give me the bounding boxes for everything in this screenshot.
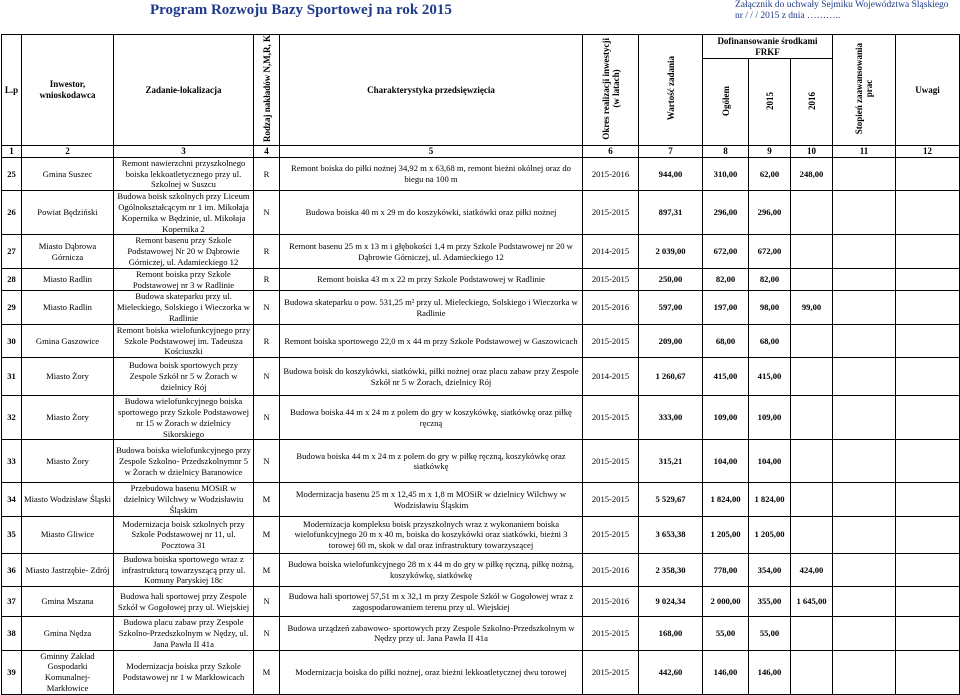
table-row — [2, 396, 960, 440]
row-notes — [896, 650, 960, 694]
row-description: Modernizacja boiska do piłki nożnej, oraz bieżni lekkoatletycznej dwu torowej — [280, 650, 583, 694]
row-value: 9 024,34 — [639, 587, 703, 617]
row-lp: 31 — [2, 358, 22, 396]
row-investor: Gmina Gaszowice — [22, 324, 114, 357]
row-frkf-total: 146,00 — [703, 650, 749, 694]
row-description: Modernizacja kompleksu boisk przyszkolnych wraz z wykonaniem boiska wielofunkcyjnego 20 m x 40 m, boiska do koszykówki oraz siatkówki, bieżni 3 torowej 60 m, skok w dal oraz infrastruktury towarzyszącej — [280, 516, 583, 553]
col-task-header: Zadanie-lokalizacja — [114, 35, 254, 146]
col-characteristics-header: Charakterystyka przedsięwzięcia — [280, 35, 583, 146]
row-frkf-total: 296,00 — [703, 191, 749, 235]
row-value: 3 653,38 — [639, 516, 703, 553]
row-frkf-2016 — [791, 516, 833, 553]
row-investor: Powiat Będziński — [22, 191, 114, 235]
row-frkf-2015: 1 824,00 — [749, 483, 791, 516]
row-frkf-2016: 248,00 — [791, 157, 833, 190]
table-row — [2, 440, 960, 483]
row-progress — [833, 235, 896, 268]
column-number: 7 — [639, 145, 703, 157]
row-investor: Gminny Zakład Gospodarki Komunalnej- Markłowice — [22, 650, 114, 694]
row-notes — [896, 191, 960, 235]
row-lp: 28 — [2, 268, 22, 291]
row-period: 2015-2015 — [583, 191, 639, 235]
row-progress — [833, 191, 896, 235]
row-frkf-total: 82,00 — [703, 268, 749, 291]
row-frkf-2016 — [791, 324, 833, 357]
row-notes — [896, 235, 960, 268]
row-value: 1 260,67 — [639, 358, 703, 396]
row-type: R — [254, 235, 280, 268]
col-total-header: Ogółem — [703, 59, 749, 145]
row-notes — [896, 617, 960, 650]
row-notes — [896, 587, 960, 617]
row-lp: 38 — [2, 617, 22, 650]
row-frkf-2016: 1 645,00 — [791, 587, 833, 617]
row-notes — [896, 516, 960, 553]
annex-line-2: nr / / / 2015 z dnia ……….. — [735, 11, 841, 21]
row-value: 209,00 — [639, 324, 703, 357]
column-number: 6 — [583, 145, 639, 157]
row-progress — [833, 516, 896, 553]
row-value: 442,60 — [639, 650, 703, 694]
row-frkf-2016: 424,00 — [791, 553, 833, 586]
row-investor: Gmina Nędza — [22, 617, 114, 650]
row-type: N — [254, 191, 280, 235]
row-value: 2 039,00 — [639, 235, 703, 268]
row-frkf-2016 — [791, 483, 833, 516]
row-type: M — [254, 516, 280, 553]
row-frkf-total: 197,00 — [703, 291, 749, 324]
row-lp: 32 — [2, 396, 22, 440]
row-frkf-total: 104,00 — [703, 440, 749, 483]
row-lp: 29 — [2, 291, 22, 324]
row-task: Modernizacja boiska przy Szkole Podstawowej nr 1 w Markłowicach — [114, 650, 254, 694]
row-frkf-2015: 82,00 — [749, 268, 791, 291]
row-investor: Miasto Dąbrowa Górnicza — [22, 235, 114, 268]
row-frkf-2016: 99,00 — [791, 291, 833, 324]
row-investor: Miasto Wodzisław Śląski — [22, 483, 114, 516]
table-row — [2, 291, 960, 324]
row-task: Przebudowa basenu MOSiR w dzielnicy Wilchwy w Wodzisławiu Śląskim — [114, 483, 254, 516]
row-notes — [896, 440, 960, 483]
row-value: 168,00 — [639, 617, 703, 650]
row-progress — [833, 291, 896, 324]
row-period: 2015-2016 — [583, 157, 639, 190]
row-notes — [896, 268, 960, 291]
col-type-header: Rodzaj nakładów N,M,R, K — [254, 35, 280, 146]
row-task: Remont nawierzchni przyszkolnego boiska lekkoatletycznego przy ul. Szkolnej w Suszcu — [114, 157, 254, 190]
row-notes — [896, 324, 960, 357]
row-frkf-2015: 672,00 — [749, 235, 791, 268]
column-number: 8 — [703, 145, 749, 157]
table-row — [2, 617, 960, 650]
row-lp: 39 — [2, 650, 22, 694]
row-investor: Miasto Żory — [22, 358, 114, 396]
row-period: 2015-2015 — [583, 483, 639, 516]
row-description: Budowa boiska 40 m x 29 m do koszykówki, siatkówki oraz piłki nożnej — [280, 191, 583, 235]
row-type: N — [254, 358, 280, 396]
row-frkf-2015: 109,00 — [749, 396, 791, 440]
row-frkf-2015: 55,00 — [749, 617, 791, 650]
row-period: 2015-2015 — [583, 516, 639, 553]
row-value: 897,31 — [639, 191, 703, 235]
row-type: M — [254, 650, 280, 694]
table-row — [2, 191, 960, 235]
row-type: M — [254, 483, 280, 516]
row-description: Remont basenu 25 m x 13 m i głębokości 1,4 m przy Szkole Podstawowej nr 20 w Dąbrowie Górniczej, ul. Adamieckiego 12 — [280, 235, 583, 268]
table-row — [2, 553, 960, 586]
row-description: Budowa skateparku o pow. 531,25 m² przy ul. Mieleckiego, Solskiego i Wieczorka w Radlinie — [280, 291, 583, 324]
row-value: 315,21 — [639, 440, 703, 483]
row-task: Budowa skateparku przy ul. Mieleckiego, Solskiego i Wieczorka w Radlinie — [114, 291, 254, 324]
row-frkf-total: 68,00 — [703, 324, 749, 357]
row-description: Remont boiska sportowego 22,0 m x 44 m przy Szkole Podstawowej w Gaszowicach — [280, 324, 583, 357]
row-frkf-total: 778,00 — [703, 553, 749, 586]
page-title: Program Rozwoju Bazy Sportowej na rok 2015 — [150, 2, 452, 18]
column-number: 12 — [896, 145, 960, 157]
table-row — [2, 587, 960, 617]
row-lp: 36 — [2, 553, 22, 586]
row-frkf-total: 415,00 — [703, 358, 749, 396]
row-period: 2014-2015 — [583, 358, 639, 396]
row-task: Budowa hali sportowej przy Zespole Szkół w Gogołowej przy ul. Wiejskiej — [114, 587, 254, 617]
column-number: 10 — [791, 145, 833, 157]
row-period: 2015-2015 — [583, 396, 639, 440]
row-investor: Gmina Suszec — [22, 157, 114, 190]
row-task: Remont basenu przy Szkole Podstawowej Nr 20 w Dąbrowie Górniczej, ul. Adamieckiego 12 — [114, 235, 254, 268]
row-value: 5 529,67 — [639, 483, 703, 516]
annex-line-1: Załącznik do uchwały Sejmiku Województwa Śląskiego — [735, 0, 949, 10]
row-period: 2015-2016 — [583, 291, 639, 324]
row-frkf-2016 — [791, 235, 833, 268]
row-task: Budowa boisk sportowych przy Zespole Szkół nr 5 w Żorach w dzielnicy Rój — [114, 358, 254, 396]
row-progress — [833, 358, 896, 396]
row-investor: Gmina Mszana — [22, 587, 114, 617]
row-frkf-2016 — [791, 268, 833, 291]
row-description: Modernizacja basenu 25 m x 12,45 m x 1,8 m MOSiR w dzielnicy Wilchwy w Wodzisławiu Śląskim — [280, 483, 583, 516]
annex-note — [735, 0, 960, 22]
column-number: 1 — [2, 145, 22, 157]
row-value: 250,00 — [639, 268, 703, 291]
row-type: N — [254, 291, 280, 324]
row-type: R — [254, 324, 280, 357]
row-frkf-total: 310,00 — [703, 157, 749, 190]
column-number: 9 — [749, 145, 791, 157]
row-progress — [833, 587, 896, 617]
row-description: Remont boiska do piłki nożnej 34,92 m x 63,68 m, remont bieżni okólnej oraz do biegu na 100 m — [280, 157, 583, 190]
row-type: N — [254, 587, 280, 617]
row-frkf-2015: 62,00 — [749, 157, 791, 190]
row-description: Budowa boiska 44 m x 24 m z polem do gry w piłkę ręczną, koszykówkę oraz siatkówkę — [280, 440, 583, 483]
row-description: Remont boiska 43 m x 22 m przy Szkole Podstawowej w Radlinie — [280, 268, 583, 291]
row-investor: Miasto Radlin — [22, 291, 114, 324]
row-frkf-total: 1 824,00 — [703, 483, 749, 516]
row-investor: Miasto Gliwice — [22, 516, 114, 553]
table-row — [2, 516, 960, 553]
row-frkf-total: 2 000,00 — [703, 587, 749, 617]
row-notes — [896, 553, 960, 586]
row-value: 944,00 — [639, 157, 703, 190]
row-type: R — [254, 157, 280, 190]
row-task: Modernizacja boisk szkolnych przy Szkole Podstawowej nr 11, ul. Pocztowa 31 — [114, 516, 254, 553]
row-period: 2015-2015 — [583, 617, 639, 650]
row-progress — [833, 617, 896, 650]
col-investor-header: Inwestor, wnioskodawca — [22, 35, 114, 146]
row-lp: 25 — [2, 157, 22, 190]
col-frkf-header: Dofinansowanie środkami FRKF — [703, 35, 833, 59]
table-row — [2, 324, 960, 357]
row-type: N — [254, 617, 280, 650]
row-description: Budowa boiska wielofunkcyjnego 28 m x 44 m do gry w piłkę ręczną, piłkę nożną, koszykówkę, siatkówkę — [280, 553, 583, 586]
row-investor: Miasto Jastrzębie- Zdrój — [22, 553, 114, 586]
row-value: 333,00 — [639, 396, 703, 440]
table-row — [2, 268, 960, 291]
row-frkf-2015: 1 205,00 — [749, 516, 791, 553]
row-progress — [833, 440, 896, 483]
program-table — [1, 34, 960, 695]
row-description: Budowa urządzeń zabawowo- sportowych przy Zespole Szkolno-Przedszkolnym w Nędzy przy ul. Jana Pawła II 41a — [280, 617, 583, 650]
row-lp: 37 — [2, 587, 22, 617]
row-description: Budowa boiska 44 m x 24 m z polem do gry w koszykówkę, siatkówkę oraz piłkę ręczną — [280, 396, 583, 440]
row-progress — [833, 483, 896, 516]
column-number: 3 — [114, 145, 254, 157]
table-body — [2, 157, 960, 694]
table-row — [2, 235, 960, 268]
row-frkf-2015: 104,00 — [749, 440, 791, 483]
row-investor: Miasto Żory — [22, 440, 114, 483]
row-frkf-2016 — [791, 191, 833, 235]
table-row — [2, 483, 960, 516]
row-frkf-2016 — [791, 358, 833, 396]
row-task: Budowa boisk szkolnych przy Liceum Ogólnokształcącym nr 1 im. Mikołaja Kopernika w Będzinie, ul. Mikołaja Kopernika 2 — [114, 191, 254, 235]
row-lp: 35 — [2, 516, 22, 553]
row-notes — [896, 291, 960, 324]
row-notes — [896, 358, 960, 396]
row-type: N — [254, 440, 280, 483]
row-frkf-2015: 354,00 — [749, 553, 791, 586]
column-number: 5 — [280, 145, 583, 157]
row-period: 2014-2015 — [583, 235, 639, 268]
col-period-header: Okres realizacji inwestycji (w latach) — [583, 35, 639, 146]
row-progress — [833, 396, 896, 440]
table-row — [2, 157, 960, 190]
row-type: M — [254, 553, 280, 586]
row-frkf-total: 672,00 — [703, 235, 749, 268]
row-progress — [833, 553, 896, 586]
row-frkf-total: 55,00 — [703, 617, 749, 650]
row-value: 597,00 — [639, 291, 703, 324]
row-progress — [833, 157, 896, 190]
row-type: R — [254, 268, 280, 291]
col-lp-header: L.p — [2, 35, 22, 146]
row-task: Budowa wielofunkcyjnego boiska sportowego przy Szkole Podstawowej nr 15 w Żorach w dzielnicy Sikorskiego — [114, 396, 254, 440]
row-frkf-2015: 355,00 — [749, 587, 791, 617]
header-row — [2, 35, 960, 59]
row-task: Remont boiska przy Szkole Podstawowej nr 3 w Radlinie — [114, 268, 254, 291]
row-lp: 33 — [2, 440, 22, 483]
column-numbers-row — [2, 145, 960, 157]
row-type: N — [254, 396, 280, 440]
row-period: 2015-2015 — [583, 650, 639, 694]
row-frkf-2015: 146,00 — [749, 650, 791, 694]
row-lp: 34 — [2, 483, 22, 516]
col-2015-header: 2015 — [749, 59, 791, 145]
row-frkf-2015: 68,00 — [749, 324, 791, 357]
row-frkf-total: 109,00 — [703, 396, 749, 440]
row-frkf-2016 — [791, 396, 833, 440]
row-value: 2 358,30 — [639, 553, 703, 586]
row-task: Budowa boiska wielofunkcyjnego przy Zespole Szkolno- Przedszkolnymnr 5 w Żorach w dzielnicy Baranowice — [114, 440, 254, 483]
row-notes — [896, 483, 960, 516]
row-description: Budowa hali sportowej 57,51 m x 32,1 m przy Zespole Szkół w Gogołowej wraz z zagospodarowaniem terenu przy ul. Wiejskiej — [280, 587, 583, 617]
row-progress — [833, 650, 896, 694]
table-row — [2, 358, 960, 396]
row-task: Budowa boiska sportowego wraz z infrastrukturą towarzyszącą przy ul. Komuny Paryskiej 18c — [114, 553, 254, 586]
column-number: 4 — [254, 145, 280, 157]
row-task: Budowa placu zabaw przy Zespole Szkolno-Przedszkolnym w Nędzy, ul. Jana Pawła II 41a — [114, 617, 254, 650]
row-lp: 30 — [2, 324, 22, 357]
row-period: 2015-2015 — [583, 324, 639, 357]
row-period: 2015-2016 — [583, 587, 639, 617]
col-progress-header: Stopień zaawansowania prac — [833, 35, 896, 146]
row-progress — [833, 324, 896, 357]
row-notes — [896, 396, 960, 440]
row-frkf-2016 — [791, 617, 833, 650]
row-progress — [833, 268, 896, 291]
row-frkf-2016 — [791, 440, 833, 483]
row-investor: Miasto Żory — [22, 396, 114, 440]
col-notes-header: Uwagi — [896, 35, 960, 146]
row-lp: 27 — [2, 235, 22, 268]
row-lp: 26 — [2, 191, 22, 235]
row-frkf-total: 1 205,00 — [703, 516, 749, 553]
row-notes — [896, 157, 960, 190]
row-period: 2015-2015 — [583, 440, 639, 483]
row-frkf-2015: 98,00 — [749, 291, 791, 324]
col-value-header: Wartość zadania — [639, 35, 703, 146]
row-period: 2015-2015 — [583, 268, 639, 291]
column-number: 11 — [833, 145, 896, 157]
col-2016-header: 2016 — [791, 59, 833, 145]
row-frkf-2015: 415,00 — [749, 358, 791, 396]
row-investor: Miasto Radlin — [22, 268, 114, 291]
table-row — [2, 650, 960, 694]
row-frkf-2016 — [791, 650, 833, 694]
row-task: Remont boiska wielofunkcyjnego przy Szkole Podstawowej im. Tadeusza Kościuszki — [114, 324, 254, 357]
row-frkf-2015: 296,00 — [749, 191, 791, 235]
column-number: 2 — [22, 145, 114, 157]
row-period: 2015-2016 — [583, 553, 639, 586]
row-description: Budowa boisk do koszykówki, siatkówki, piłki nożnej oraz placu zabaw przy Zespole Szkół nr 5 w Żorach, dzielnicy Rój — [280, 358, 583, 396]
